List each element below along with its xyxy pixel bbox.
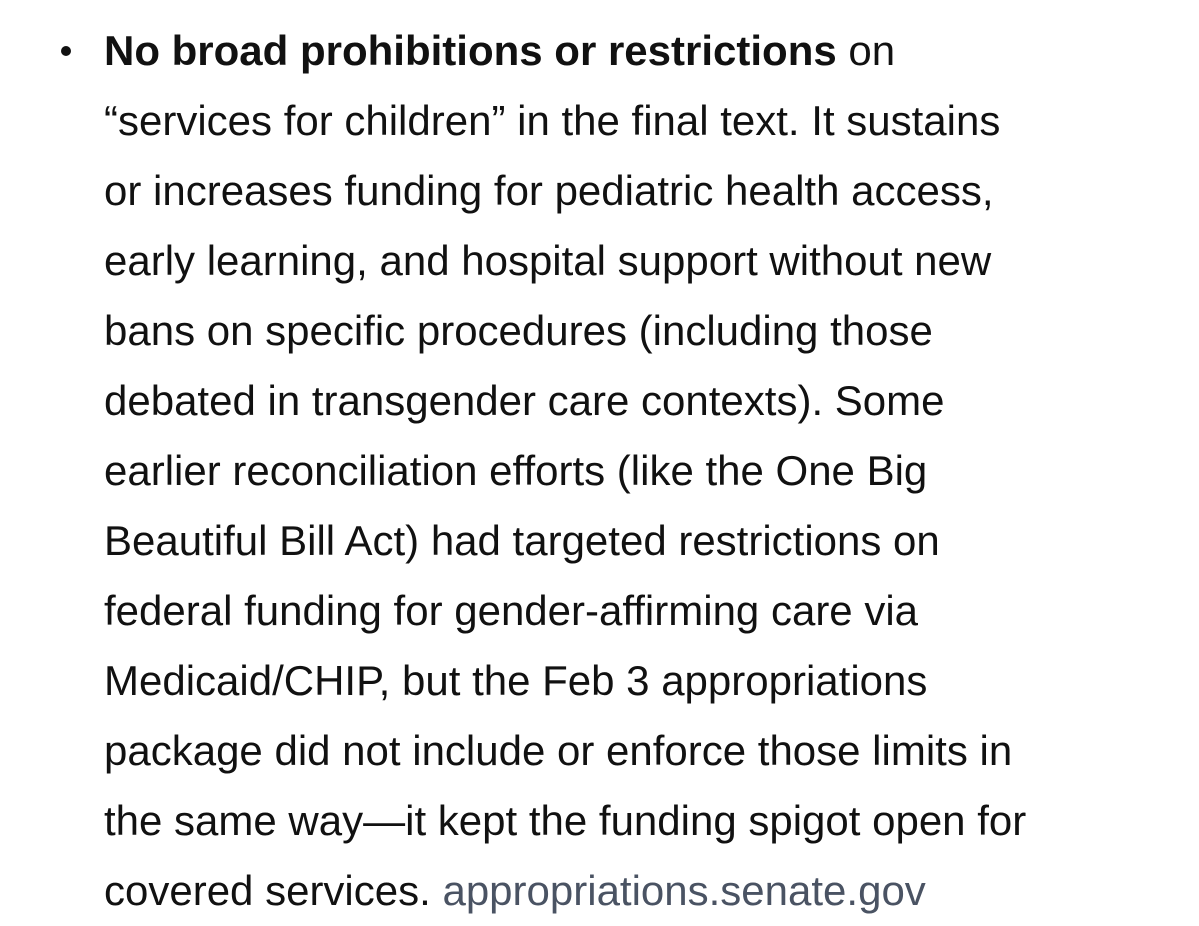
text-line: the same way—it kept the funding spigot open for — [104, 797, 1027, 844]
text-line: package did not include or enforce those limits in — [104, 727, 1013, 774]
text-line: earlier reconciliation efforts (like the One Big — [104, 447, 928, 494]
text-line: or increases funding for pediatric health access, — [104, 167, 994, 214]
text-line: Beautiful Bill Act) had targeted restrictions on — [104, 517, 940, 564]
text-line: debated in transgender care contexts). Some — [104, 377, 945, 424]
last-line-text: covered services. — [104, 867, 443, 914]
text-line — [104, 16, 895, 86]
lead-continuation-text: on — [836, 27, 896, 74]
text-line — [104, 856, 926, 926]
text-line: “services for children” in the final text. It sustains — [104, 97, 1001, 144]
text-line: Medicaid/CHIP, but the Feb 3 appropriations — [104, 657, 928, 704]
text-line: early learning, and hospital support without new — [104, 237, 992, 284]
source-link[interactable]: appropriations.senate.gov — [442, 867, 926, 914]
bullet-point-icon — [61, 46, 71, 56]
text-line: bans on specific procedures (including those — [104, 307, 933, 354]
text-line: federal funding for gender-affirming care via — [104, 587, 919, 634]
bold-lead-text: No broad prohibitions or restrictions — [104, 27, 837, 74]
